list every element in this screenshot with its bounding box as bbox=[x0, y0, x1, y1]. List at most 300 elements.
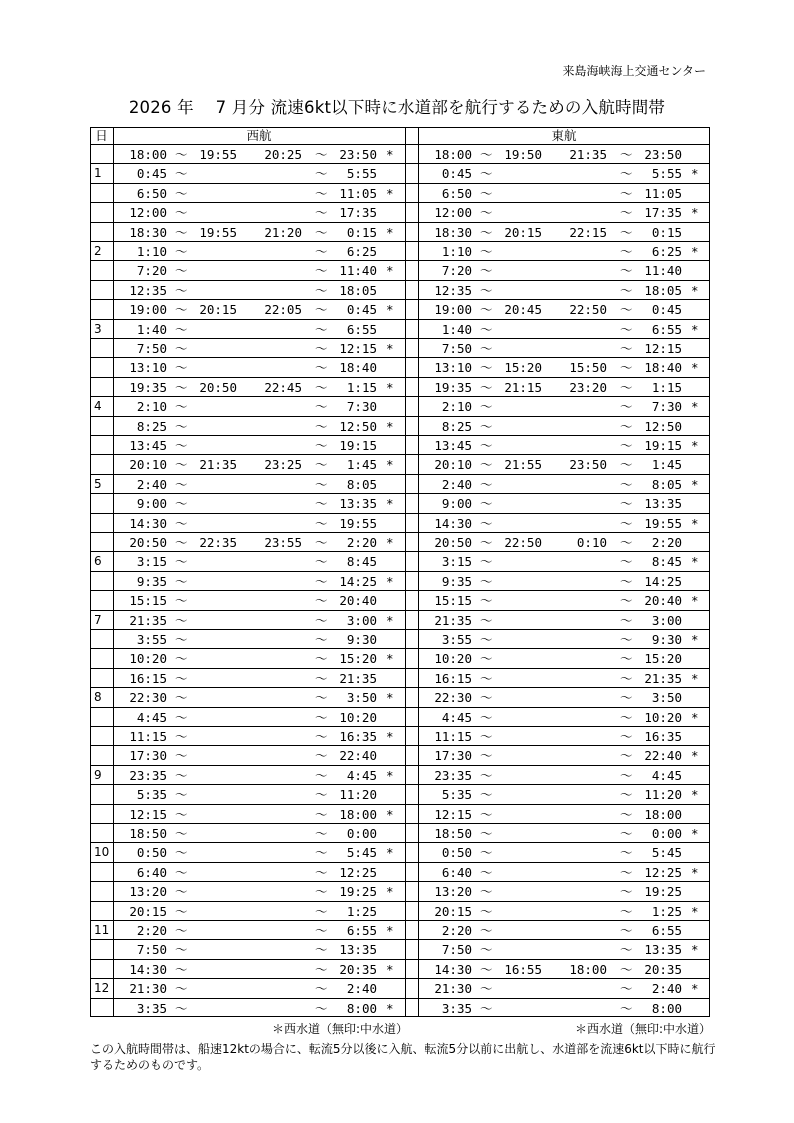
east-start-cell: 6:50 bbox=[441, 185, 472, 201]
west-tilde: 〜 bbox=[315, 884, 328, 900]
west-tilde: 〜 bbox=[315, 263, 328, 279]
east-tilde: 〜 bbox=[480, 884, 493, 900]
table-row bbox=[90, 765, 710, 784]
east-tilde: 〜 bbox=[620, 418, 633, 434]
west-mid2-cell bbox=[258, 940, 302, 959]
west-mark-cell bbox=[386, 979, 398, 998]
west-tilde: 〜 bbox=[315, 476, 328, 492]
east-mid1-cell: 21:55 bbox=[504, 457, 542, 473]
day-cell bbox=[94, 514, 112, 533]
east-mid1-cell: 20:15 bbox=[504, 224, 542, 240]
east-tilde: 〜 bbox=[620, 147, 633, 162]
organization-name: 来島海峡海上交通センター bbox=[562, 64, 706, 78]
table-row bbox=[90, 784, 710, 803]
east-mark-cell bbox=[691, 378, 703, 397]
table-row bbox=[90, 590, 710, 609]
east-mid2-cell bbox=[563, 339, 607, 358]
west-tilde: 〜 bbox=[175, 826, 188, 841]
east-start-cell: 18:00 bbox=[434, 147, 472, 162]
east-mid1-cell bbox=[498, 261, 542, 280]
west-tilde: 〜 bbox=[315, 651, 328, 667]
west-end-cell: 6:25 bbox=[346, 244, 377, 259]
west-tilde: 〜 bbox=[315, 282, 328, 298]
east-mid2-cell bbox=[563, 902, 607, 921]
east-mid2-cell bbox=[563, 805, 607, 824]
table-row bbox=[90, 319, 710, 338]
table-row bbox=[90, 144, 710, 163]
west-tilde: 〜 bbox=[315, 806, 328, 822]
west-tilde: 〜 bbox=[175, 457, 188, 473]
east-mid1-cell bbox=[498, 514, 542, 533]
west-tilde: 〜 bbox=[315, 185, 328, 201]
day-cell: 2 bbox=[94, 244, 102, 258]
east-tilde: 〜 bbox=[620, 457, 633, 473]
west-end-cell: 1:15 bbox=[346, 379, 377, 395]
east-tilde: 〜 bbox=[620, 224, 633, 240]
west-mid1-cell bbox=[193, 960, 237, 979]
east-tilde: 〜 bbox=[620, 923, 633, 938]
east-end-cell: 3:50 bbox=[651, 690, 682, 706]
west-mid2-cell bbox=[258, 184, 302, 203]
west-tilde: 〜 bbox=[175, 612, 188, 628]
day-cell bbox=[94, 378, 112, 397]
west-mid2-cell bbox=[258, 766, 302, 785]
east-mid1-cell: 16:55 bbox=[504, 961, 542, 977]
east-end-cell: 6:55 bbox=[651, 321, 682, 337]
west-mid2-cell bbox=[258, 882, 302, 901]
east-tilde: 〜 bbox=[480, 806, 493, 822]
east-tilde: 〜 bbox=[480, 632, 493, 647]
east-end-cell: 5:45 bbox=[651, 845, 682, 861]
west-end-cell: 14:25 bbox=[339, 573, 377, 589]
west-mark-cell: * bbox=[386, 379, 394, 395]
day-cell bbox=[94, 494, 112, 513]
day-cell bbox=[94, 630, 112, 649]
west-mid2-cell bbox=[258, 242, 302, 261]
east-end-cell: 4:45 bbox=[651, 767, 682, 783]
east-start-cell: 10:20 bbox=[434, 651, 472, 667]
day-cell bbox=[94, 203, 112, 222]
east-mark-cell bbox=[691, 805, 703, 824]
west-end-cell: 19:25 bbox=[339, 884, 377, 900]
west-tilde: 〜 bbox=[315, 399, 328, 415]
east-tilde: 〜 bbox=[620, 244, 633, 259]
east-mid2-cell: 22:15 bbox=[569, 224, 607, 240]
west-mid1-cell bbox=[193, 611, 237, 630]
east-tilde: 〜 bbox=[480, 573, 493, 589]
east-end-cell: 12:50 bbox=[644, 418, 682, 434]
east-start-cell: 12:15 bbox=[434, 806, 472, 822]
west-mid2-cell bbox=[258, 727, 302, 746]
west-mid1-cell bbox=[193, 436, 237, 455]
west-mark-cell bbox=[386, 940, 398, 959]
east-mark-cell bbox=[691, 533, 703, 552]
east-tilde: 〜 bbox=[620, 205, 633, 221]
west-end-cell: 10:20 bbox=[339, 709, 377, 725]
east-mid1-cell bbox=[498, 766, 542, 785]
east-tilde: 〜 bbox=[480, 864, 493, 880]
day-cell bbox=[94, 960, 112, 979]
west-tilde: 〜 bbox=[175, 341, 188, 356]
day-cell bbox=[94, 863, 112, 882]
west-tilde: 〜 bbox=[175, 729, 188, 744]
east-mid1-cell bbox=[498, 591, 542, 610]
east-mark-cell: * bbox=[691, 438, 699, 453]
east-tilde: 〜 bbox=[620, 884, 633, 900]
table-row bbox=[90, 416, 710, 435]
east-end-cell: 6:25 bbox=[651, 244, 682, 259]
east-end-cell: 11:05 bbox=[644, 185, 682, 201]
east-mark-cell: * bbox=[691, 554, 699, 570]
east-mark-cell bbox=[691, 921, 703, 940]
east-end-cell: 6:55 bbox=[651, 923, 682, 938]
west-end-cell: 7:30 bbox=[346, 399, 377, 415]
west-tilde: 〜 bbox=[315, 147, 328, 162]
table-row bbox=[90, 901, 710, 920]
west-mark-cell bbox=[386, 863, 398, 882]
west-mid1-cell bbox=[193, 843, 237, 862]
west-tilde: 〜 bbox=[315, 903, 328, 919]
west-mark-cell bbox=[386, 708, 398, 727]
west-tilde: 〜 bbox=[175, 787, 188, 803]
east-start-cell: 9:35 bbox=[441, 573, 472, 589]
west-mid2-cell: 23:55 bbox=[264, 535, 302, 550]
day-cell bbox=[94, 417, 112, 436]
day-cell: 5 bbox=[94, 476, 102, 491]
day-cell bbox=[94, 223, 112, 242]
east-mid2-cell: 18:00 bbox=[569, 961, 607, 977]
east-mid1-cell bbox=[498, 649, 542, 668]
schedule-table bbox=[90, 127, 710, 1017]
east-mid2-cell bbox=[563, 164, 607, 183]
day-cell: 9 bbox=[94, 767, 102, 782]
east-tilde: 〜 bbox=[480, 1000, 493, 1016]
day-cell: 10 bbox=[94, 845, 110, 860]
west-end-cell: 11:40 bbox=[339, 263, 377, 279]
west-mid1-cell bbox=[193, 708, 237, 727]
east-tilde: 〜 bbox=[620, 864, 633, 880]
east-tilde: 〜 bbox=[480, 535, 493, 550]
east-tilde: 〜 bbox=[620, 166, 633, 182]
east-tilde: 〜 bbox=[480, 903, 493, 919]
west-mark-cell bbox=[386, 824, 398, 843]
east-mid1-cell bbox=[498, 746, 542, 765]
west-end-cell: 3:50 bbox=[346, 690, 377, 706]
west-mid2-cell bbox=[258, 863, 302, 882]
west-mid2-cell bbox=[258, 824, 302, 843]
west-mark-cell: * bbox=[386, 185, 394, 201]
west-tilde: 〜 bbox=[315, 496, 328, 512]
west-mark-cell: * bbox=[386, 767, 394, 783]
west-mark-cell: * bbox=[386, 923, 394, 938]
east-mark-cell: * bbox=[691, 864, 699, 880]
title-month: 7 bbox=[215, 98, 227, 117]
east-tilde: 〜 bbox=[620, 282, 633, 298]
east-tilde: 〜 bbox=[620, 1000, 633, 1016]
west-mid1-cell: 22:35 bbox=[199, 535, 237, 550]
day-cell bbox=[94, 746, 112, 765]
table-row bbox=[90, 629, 710, 648]
west-start-cell: 12:15 bbox=[129, 806, 167, 822]
west-tilde: 〜 bbox=[175, 399, 188, 415]
west-tilde: 〜 bbox=[315, 418, 328, 434]
east-start-cell: 20:50 bbox=[434, 535, 472, 550]
east-tilde: 〜 bbox=[480, 476, 493, 492]
west-end-cell: 12:15 bbox=[339, 341, 377, 356]
east-tilde: 〜 bbox=[480, 593, 493, 609]
west-start-cell: 7:50 bbox=[136, 341, 167, 356]
west-mid2-cell bbox=[258, 708, 302, 727]
west-mark-cell bbox=[386, 397, 398, 416]
west-mark-cell bbox=[386, 902, 398, 921]
east-mid1-cell bbox=[498, 494, 542, 513]
east-tilde: 〜 bbox=[620, 515, 633, 531]
east-mid2-cell bbox=[563, 999, 607, 1018]
east-tilde: 〜 bbox=[620, 690, 633, 706]
east-mid2-cell bbox=[563, 843, 607, 862]
east-mid1-cell: 15:20 bbox=[504, 360, 542, 376]
east-legend-note: ＊西水道（無印:中水道） bbox=[575, 1022, 712, 1036]
west-mid1-cell bbox=[193, 882, 237, 901]
west-end-cell: 8:00 bbox=[346, 1000, 377, 1016]
east-mid1-cell bbox=[498, 708, 542, 727]
day-cell bbox=[94, 533, 112, 552]
table-row bbox=[90, 862, 710, 881]
east-mid2-cell bbox=[563, 436, 607, 455]
table-row bbox=[90, 280, 710, 299]
east-start-cell: 8:25 bbox=[441, 418, 472, 434]
east-tilde: 〜 bbox=[620, 651, 633, 667]
east-end-cell: 18:05 bbox=[644, 282, 682, 298]
table-row bbox=[90, 396, 710, 415]
west-mark-cell: * bbox=[386, 263, 394, 279]
west-start-cell: 11:15 bbox=[129, 729, 167, 744]
west-mid1-cell bbox=[193, 514, 237, 533]
west-tilde: 〜 bbox=[175, 864, 188, 880]
east-end-cell: 12:25 bbox=[644, 864, 682, 880]
west-mark-cell bbox=[386, 785, 398, 804]
east-start-cell: 5:35 bbox=[441, 787, 472, 803]
west-mark-cell: * bbox=[386, 302, 394, 318]
west-mid2-cell bbox=[258, 785, 302, 804]
west-mid2-cell bbox=[258, 611, 302, 630]
west-tilde: 〜 bbox=[175, 476, 188, 492]
west-start-cell: 0:45 bbox=[136, 166, 167, 182]
east-tilde: 〜 bbox=[620, 826, 633, 841]
east-mid2-cell bbox=[563, 688, 607, 707]
west-mid1-cell bbox=[193, 649, 237, 668]
west-mid1-cell bbox=[193, 552, 237, 571]
east-mark-cell bbox=[691, 300, 703, 319]
east-tilde: 〜 bbox=[480, 185, 493, 201]
east-tilde: 〜 bbox=[620, 942, 633, 958]
west-mark-cell: * bbox=[386, 806, 394, 822]
west-tilde: 〜 bbox=[315, 709, 328, 725]
east-end-cell: 2:40 bbox=[651, 981, 682, 997]
east-mid1-cell bbox=[498, 882, 542, 901]
east-end-cell: 8:05 bbox=[651, 476, 682, 492]
east-mark-cell: * bbox=[691, 205, 699, 221]
east-mid1-cell bbox=[498, 339, 542, 358]
west-tilde: 〜 bbox=[175, 884, 188, 900]
east-end-cell: 18:40 bbox=[644, 360, 682, 376]
east-mid2-cell bbox=[563, 203, 607, 222]
west-tilde: 〜 bbox=[315, 302, 328, 318]
west-tilde: 〜 bbox=[315, 1000, 328, 1016]
east-mark-cell: * bbox=[691, 321, 699, 337]
west-mid2-cell bbox=[258, 475, 302, 494]
east-tilde: 〜 bbox=[620, 748, 633, 764]
table-row bbox=[90, 474, 710, 493]
east-mid1-cell bbox=[498, 902, 542, 921]
east-end-cell: 9:30 bbox=[651, 632, 682, 647]
east-mid1-cell bbox=[498, 727, 542, 746]
table-row bbox=[90, 435, 710, 454]
east-mid2-cell bbox=[563, 320, 607, 339]
east-tilde: 〜 bbox=[620, 185, 633, 201]
west-mid1-cell bbox=[193, 940, 237, 959]
west-start-cell: 21:35 bbox=[129, 612, 167, 628]
west-end-cell: 12:50 bbox=[339, 418, 377, 434]
west-end-cell: 22:40 bbox=[339, 748, 377, 764]
table-row bbox=[90, 571, 710, 590]
west-mid2-cell bbox=[258, 261, 302, 280]
east-mid2-cell: 22:50 bbox=[569, 302, 607, 318]
table-row bbox=[90, 377, 710, 396]
east-start-cell: 6:40 bbox=[441, 864, 472, 880]
east-mark-cell bbox=[691, 999, 703, 1018]
west-tilde: 〜 bbox=[175, 690, 188, 706]
east-mid1-cell bbox=[498, 669, 542, 688]
east-tilde: 〜 bbox=[620, 981, 633, 997]
table-row bbox=[90, 745, 710, 764]
day-cell bbox=[94, 261, 112, 280]
east-end-cell: 20:35 bbox=[644, 961, 682, 977]
west-start-cell: 14:30 bbox=[129, 515, 167, 531]
east-mid1-cell bbox=[498, 785, 542, 804]
west-mid1-cell bbox=[193, 591, 237, 610]
east-tilde: 〜 bbox=[480, 360, 493, 376]
east-mark-cell bbox=[691, 494, 703, 513]
table-row bbox=[90, 804, 710, 823]
east-mid1-cell bbox=[498, 436, 542, 455]
page-title bbox=[0, 94, 794, 118]
east-start-cell: 3:55 bbox=[441, 632, 472, 647]
east-mid1-cell: 20:45 bbox=[504, 302, 542, 318]
east-tilde: 〜 bbox=[480, 729, 493, 744]
west-mid2-cell bbox=[258, 649, 302, 668]
east-mark-cell: * bbox=[691, 787, 699, 803]
west-start-cell: 20:50 bbox=[129, 535, 167, 550]
west-end-cell: 18:05 bbox=[339, 282, 377, 298]
east-mark-cell bbox=[691, 649, 703, 668]
west-mid1-cell bbox=[193, 746, 237, 765]
east-mark-cell: * bbox=[691, 360, 699, 376]
day-cell bbox=[94, 824, 112, 843]
west-tilde: 〜 bbox=[315, 379, 328, 395]
east-end-cell: 22:40 bbox=[644, 748, 682, 764]
east-mid2-cell bbox=[563, 494, 607, 513]
east-start-cell: 15:15 bbox=[434, 593, 472, 609]
east-mid1-cell bbox=[498, 999, 542, 1018]
west-mid1-cell bbox=[193, 261, 237, 280]
table-row bbox=[90, 202, 710, 221]
east-mark-cell bbox=[691, 960, 703, 979]
west-mid2-cell bbox=[258, 164, 302, 183]
west-mark-cell bbox=[386, 320, 398, 339]
west-mark-cell bbox=[386, 242, 398, 261]
west-end-cell: 15:20 bbox=[339, 651, 377, 667]
east-mid2-cell bbox=[563, 785, 607, 804]
east-start-cell: 14:30 bbox=[434, 515, 472, 531]
east-end-cell: 1:45 bbox=[651, 457, 682, 473]
east-mark-cell: * bbox=[691, 515, 699, 531]
day-cell bbox=[94, 649, 112, 668]
east-end-cell: 0:15 bbox=[651, 224, 682, 240]
east-tilde: 〜 bbox=[480, 224, 493, 240]
east-mid2-cell: 15:50 bbox=[569, 360, 607, 376]
east-mid2-cell: 23:50 bbox=[569, 457, 607, 473]
table-row bbox=[90, 920, 710, 939]
east-mark-cell bbox=[691, 339, 703, 358]
east-mid2-cell bbox=[563, 630, 607, 649]
day-cell bbox=[94, 281, 112, 300]
west-start-cell: 23:35 bbox=[129, 767, 167, 783]
west-tilde: 〜 bbox=[175, 806, 188, 822]
east-mark-cell: * bbox=[691, 748, 699, 764]
day-cell bbox=[94, 184, 112, 203]
west-tilde: 〜 bbox=[175, 942, 188, 958]
west-start-cell: 17:30 bbox=[129, 748, 167, 764]
title-month-unit: 月分 bbox=[231, 98, 266, 117]
west-mid1-cell bbox=[193, 475, 237, 494]
west-start-cell: 13:20 bbox=[129, 884, 167, 900]
east-end-cell: 1:15 bbox=[651, 379, 682, 395]
west-mid1-cell: 19:55 bbox=[199, 147, 237, 162]
west-tilde: 〜 bbox=[315, 748, 328, 764]
east-mid2-cell bbox=[563, 979, 607, 998]
west-tilde: 〜 bbox=[175, 205, 188, 221]
west-tilde: 〜 bbox=[315, 166, 328, 182]
east-mid1-cell bbox=[498, 203, 542, 222]
west-mark-cell bbox=[386, 746, 398, 765]
east-mid2-cell bbox=[563, 417, 607, 436]
east-mark-cell: * bbox=[691, 476, 699, 492]
west-tilde: 〜 bbox=[175, 670, 188, 686]
day-cell bbox=[94, 145, 112, 164]
east-tilde: 〜 bbox=[480, 457, 493, 473]
west-end-cell: 18:00 bbox=[339, 806, 377, 822]
east-mid2-cell bbox=[563, 281, 607, 300]
east-tilde: 〜 bbox=[620, 341, 633, 356]
west-mark-cell: * bbox=[386, 535, 394, 550]
west-start-cell: 21:30 bbox=[129, 981, 167, 997]
east-end-cell: 0:00 bbox=[651, 826, 682, 841]
east-mark-cell: * bbox=[691, 166, 699, 182]
west-mid2-cell bbox=[258, 999, 302, 1018]
east-tilde: 〜 bbox=[480, 321, 493, 337]
east-tilde: 〜 bbox=[620, 302, 633, 318]
east-mid2-cell bbox=[563, 669, 607, 688]
west-mid1-cell bbox=[193, 921, 237, 940]
west-tilde: 〜 bbox=[315, 961, 328, 977]
west-tilde: 〜 bbox=[175, 748, 188, 764]
day-cell bbox=[94, 708, 112, 727]
east-tilde: 〜 bbox=[620, 496, 633, 512]
east-mid2-cell bbox=[563, 514, 607, 533]
table-row bbox=[90, 959, 710, 978]
west-tilde: 〜 bbox=[175, 282, 188, 298]
